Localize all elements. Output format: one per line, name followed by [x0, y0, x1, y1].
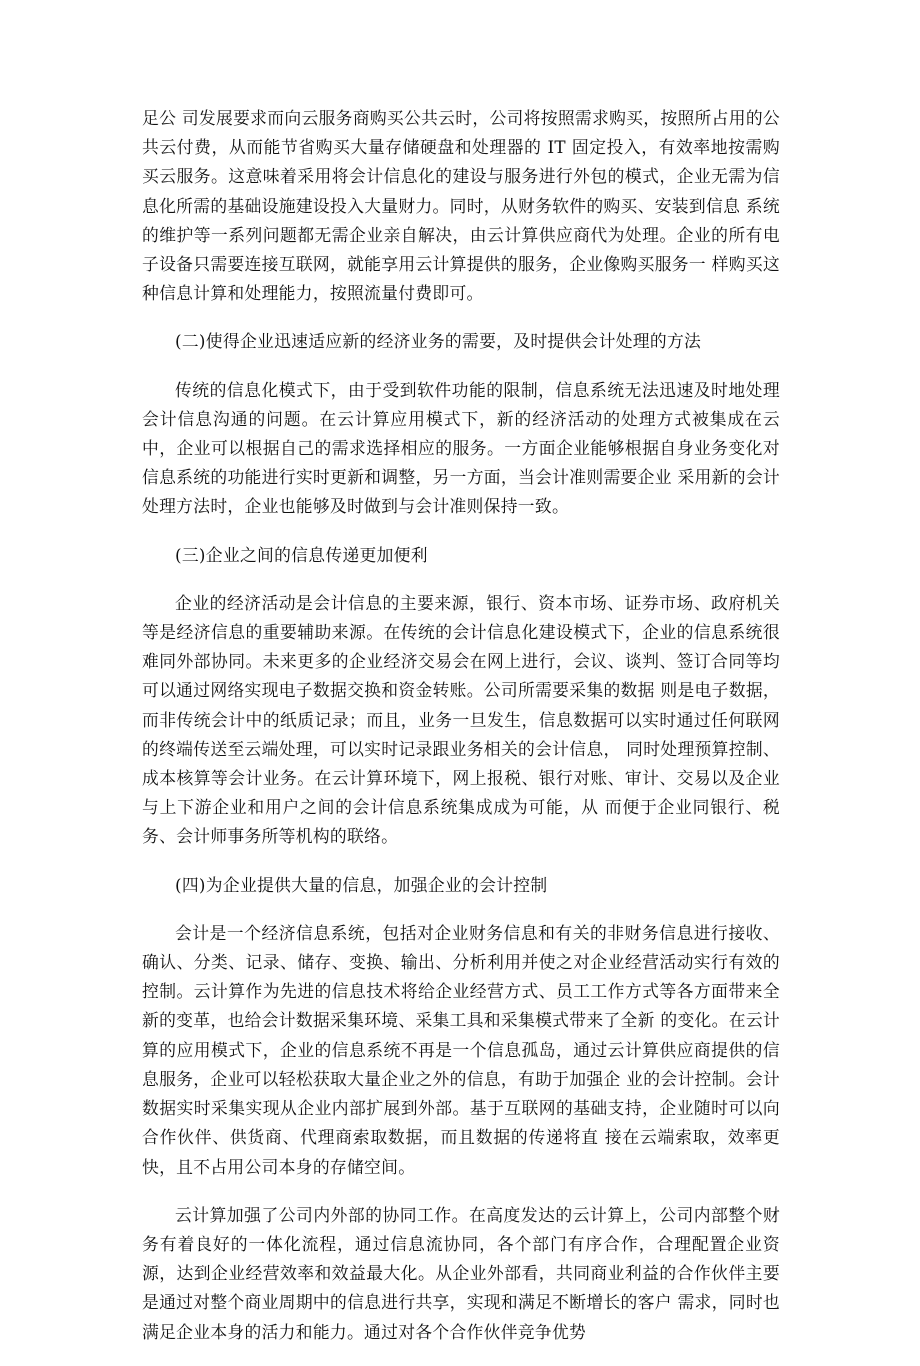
- paragraph-adapt-business: 传统的信息化模式下，由于受到软件功能的限制，信息系统无法迅速及时地处理会计信息沟通的问题。在云计算应用模式下，新的经济活动的处理方式被集成在云中，企业可以根据自己的需求选择相应的服务。一方面企业能够根据自身业务变化对信息系统的功能进行实时更新和调整，另一方面，当会计准则需要企业 采用新的会计处理方法时，企业也能够及时做到与会计准则保持一致。: [142, 379, 780, 517]
- document-body: [142, 104, 780, 1366]
- paragraph-cloud-purchase: 足公 司发展要求而向云服务商购买公共云时，公司将按照需求购买，按照所占用的公共云付费，从而能节省购买大量存储硬盘和处理器的 IT 固定投入，有效率地按需购 买云服务。这意味着采用将会计信息化的建设与服务进行外包的模式，企业无需为信息化所需的基础设施建设投入大量财力。同时，从财务软件的购买、安装到信息 系统的维护等一系列问题都无需企业亲自解决，由云计算供应商代为处理。企业的所有电子设备只需要连接互联网，就能享用云计算提供的服务，企业像购买服务一 样购买这种信息计算和处理能力，按照流量付费即可。: [142, 108, 780, 304]
- section-heading-3: (三)企业之间的信息传递更加便利: [175, 544, 428, 565]
- paragraph-information-transfer: 企业的经济活动是会计信息的主要来源，银行、资本市场、证券市场、政府机关等是经济信息的重要辅助来源。在传统的会计信息化建设模式下，企业的信息系统很难同外部协同。未来更多的企业经济交易会在网上进行，会议、谈判、签订合同等均可以通过网络实现电子数据交换和资金转账。公司所需要采集的数据 则是电子数据，而非传统会计中的纸质记录；而且，业务一旦发生，信息数据可以实时通过任何联网的终端传送至云端处理，可以实时记录跟业务相关的会计信息， 同时处理预算控制、成本核算等会计业务。在云计算环境下，网上报税、银行对账、审计、交易以及企业与上下游企业和用户之间的会计信息系统集成成为可能，从 而便于企业同银行、税务、会计师事务所等机构的联络。: [142, 592, 780, 847]
- section-heading-4: (四)为企业提供大量的信息，加强企业的会计控制: [175, 874, 548, 895]
- section-heading-2: (二)使得企业迅速适应新的经济业务的需要，及时提供会计处理的方法: [175, 331, 702, 352]
- paragraph-accounting-control: 会计是一个经济信息系统，包括对企业财务信息和有关的非财务信息进行接收、确认、分类、记录、储存、变换、输出、分析利用并使之对企业经营活动实行有效的控制。云计算作为先进的信息技术将给企业经营方式、员工工作方式等各方面带来全新的变革，也给会计数据采集环境、采集工具和采集模式带来了全新 的变化。在云计算的应用模式下，企业的信息系统不再是一个信息孤岛，通过云计算供应商提供的信息服务，企业可以轻松获取大量企业之外的信息，有助于加强企 业的会计控制。会计数据实时采集实现从企业内部扩展到外部。基于互联网的基础支持，企业随时可以向合作伙伴、供货商、代理商索取数据，而且数据的传递将直 接在云端索取，效率更快，且不占用公司本身的存储空间。: [142, 922, 780, 1177]
- paragraph-collaboration: 云计算加强了公司内外部的协同工作。在高度发达的云计算上，公司内部整个财务有着良好的一体化流程，通过信息流协同，各个部门有序合作，合理配置企业资源，达到企业经营效率和效益最大化。从企业外部看，共同商业利益的合作伙伴主要是通过对整个商业周期中的信息进行共享，实现和满足不断增长的客户 需求，同时也满足企业本身的活力和能力。通过对各个合作伙伴竞争优势: [142, 1204, 780, 1342]
